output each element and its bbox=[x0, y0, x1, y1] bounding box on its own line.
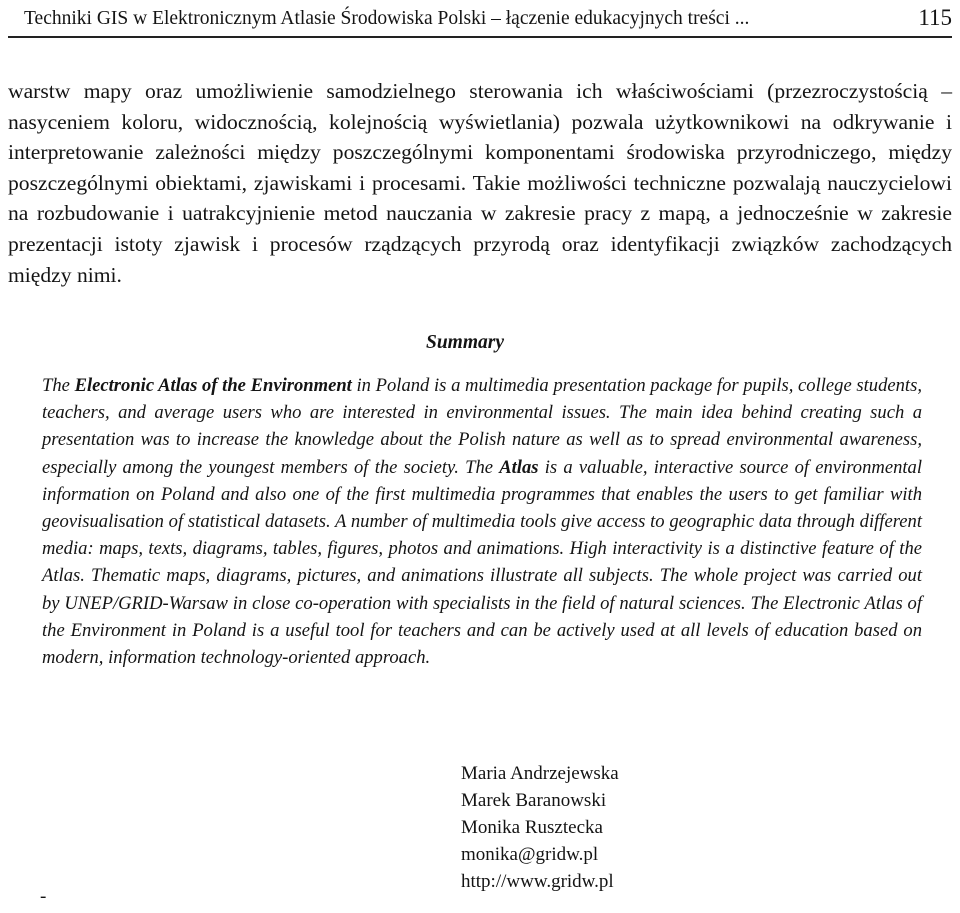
author-name: Monika Rusztecka bbox=[461, 817, 603, 838]
running-title: Techniki GIS w Elektronicznym Atlasie Środowiska Polski – łączenie edukacyjnych treści ... bbox=[24, 8, 750, 29]
atlas-title-bold: Electronic Atlas of the Environment bbox=[74, 375, 352, 396]
author-email: monika@gridw.pl bbox=[461, 844, 599, 865]
summary-heading: Summary bbox=[425, 332, 505, 353]
atlas-name-bold: Atlas bbox=[499, 456, 539, 478]
summary-paragraph bbox=[42, 372, 922, 671]
author-website: http://www.gridw.pl bbox=[461, 871, 614, 892]
page-number: 115 bbox=[918, 5, 952, 30]
author-name: Marek Baranowski bbox=[461, 790, 607, 811]
footnote-mark: - bbox=[40, 886, 47, 907]
author-name: Maria Andrzejewska bbox=[461, 763, 619, 784]
body-paragraph: warstw mapy oraz umożliwienie samodzielnego sterowania ich właściwościami (przezroczystością – nasyceniem koloru, widocznością, kolejnością wyświetlania) pozwala użytkownikowi na odkrywanie i interpretowanie zależności między poszczególnymi komponentami środowiska przyrodniczego, między poszczególnymi obiektami, zjawiskami i procesami. Takie możliwości techniczne pozwalają nauczycielowi na rozbudowanie i uatrakcyjnienie metod nauczania w zakresie pracy z mapą, a jednocześnie w zakresie prezentacji istoty zjawisk i procesów rządzących przyrodą oraz identyfikacji związków zachodzących między nimi. bbox=[8, 79, 952, 287]
author-block bbox=[461, 760, 619, 895]
summary-text-part: in Poland is a multimedia presentation package for pupils, college students, teachers, and average users who are interested in environmental issues. The main idea behind creating such a presentation was to increase the knowledge about the Polish nature as well as to spread environmental awareness, especially among the youngest members of the society. The bbox=[42, 375, 922, 478]
summary-text-part: The bbox=[42, 375, 75, 396]
summary-text-part: is a valuable, interactive source of environmental information on Poland and also one of the first multimedia programmes that enables the users to get familiar with geovisualisation of statistical datasets. A number of multimedia tools give access to geographic data through different media: maps, texts, diagrams, tables, figures, photos and animations. High interactivity is a distinctive feature of the Atlas. Thematic maps, diagrams, pictures, and animations illustrate all subjects. The whole project was carried out by UNEP/GRID-Warsaw in close co-operation with specialists in the field of natural sciences. The Electronic Atlas of the Environment in Poland is a useful tool for teachers and can be actively used at all levels of education based on modern, information technology-oriented approach. bbox=[42, 456, 922, 669]
page-header bbox=[8, 2, 952, 38]
